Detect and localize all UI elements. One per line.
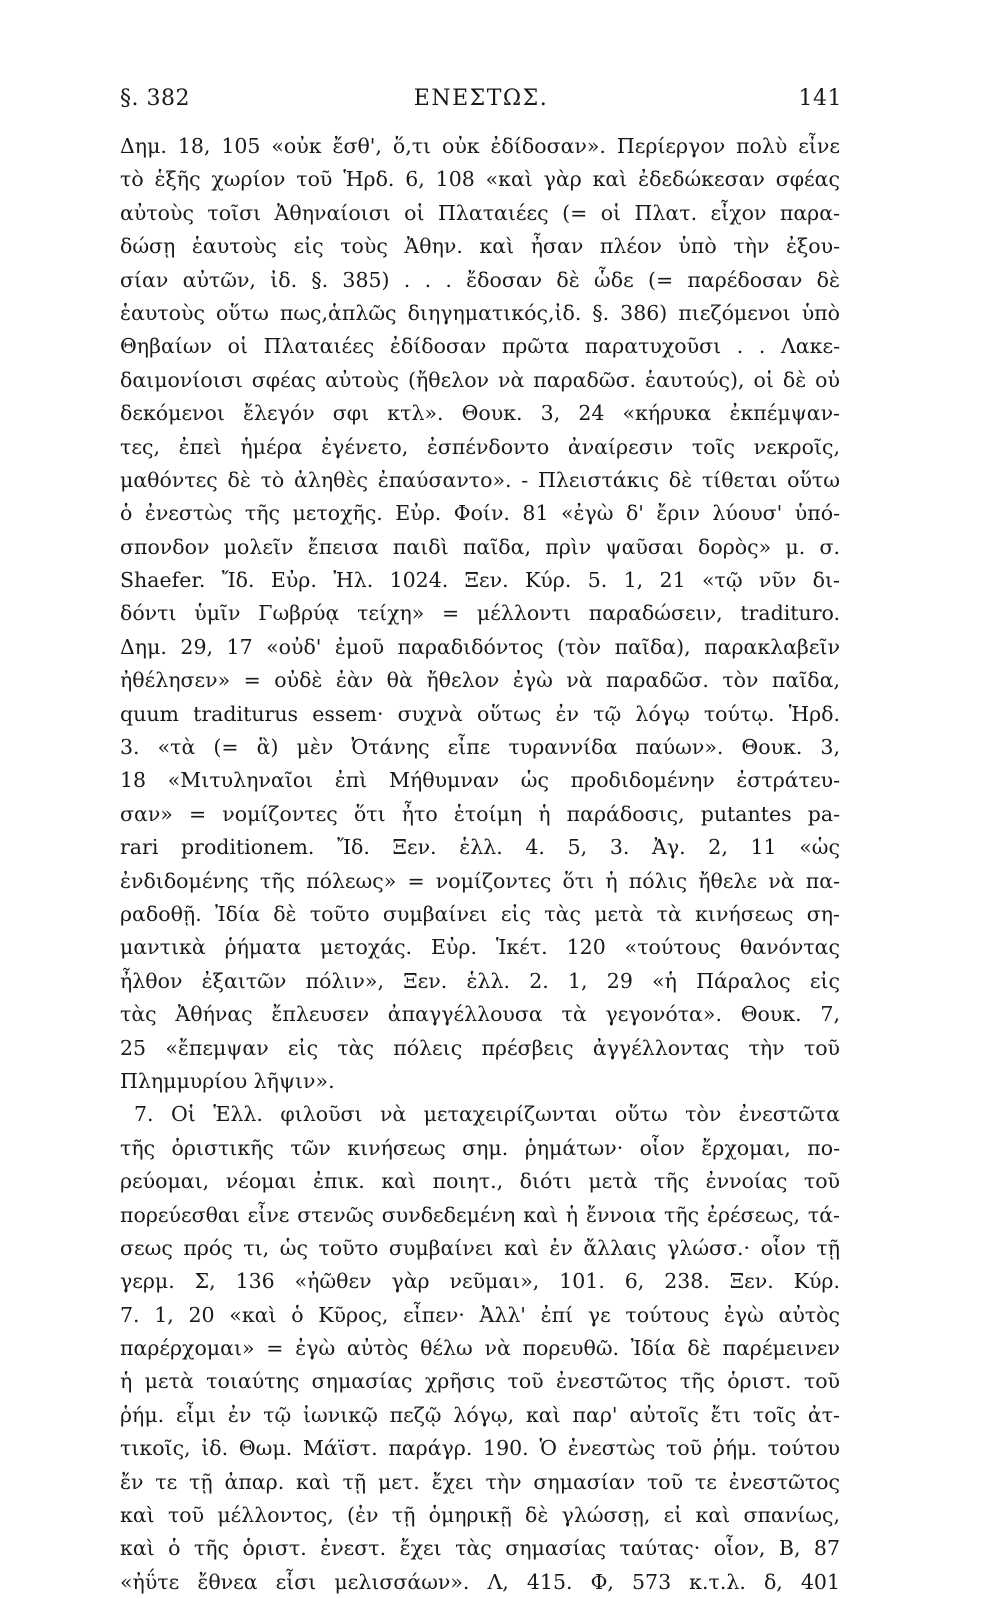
text-line: Θηβαίων οἱ Πλαταιέες ἐδίδοσαν πρῶτα παρατυχοῦσι . . Λακε-: [120, 334, 840, 359]
text-line: δώσῃ ἑαυτοὺς εἰς τοὺς Ἀθην. καὶ ἦσαν πλέον ὑπὸ τὴν ἐξου-: [120, 234, 840, 259]
section-number: §. 382: [120, 86, 190, 111]
text-line: Δημ. 18, 105 «οὐκ ἔσθ', ὅ,τι οὐκ ἐδίδοσαν». Περίεργον πολὺ εἶνε: [120, 134, 840, 158]
running-header: [120, 86, 842, 120]
text-line: δόντι ὑμῖν Γωβρύᾳ τείχη» = μέλλοντι παραδώσειν, tradituro.: [120, 601, 840, 626]
text-line: ἠθέλησεν» = οὐδὲ ἐὰν θὰ ἤθελον ἐγὼ νὰ παραδῶσ. τὸν παῖδα,: [120, 668, 840, 693]
text-line: γερμ. Σ, 136 «ἠῶθεν γὰρ νεῦμαι», 101. 6, 238. Ξεν. Κύρ.: [120, 1269, 840, 1294]
text-line: 3. «τὰ (= ἃ) μὲν Ὀτάνης εἶπε τυραννίδα παύων». Θουκ. 3,: [120, 735, 840, 760]
text-line: παρέρχομαι» = ἐγὼ αὐτὸς θέλω νὰ πορευθῶ. Ἰδία δὲ παρέμεινεν: [120, 1336, 840, 1361]
paragraph-end-line: Πλημμυρίου λῆψιν».: [120, 1068, 335, 1093]
text-line: ἔν τε τῇ ἀπαρ. καὶ τῇ μετ. ἔχει τὴν σημασίαν τοῦ τε ἐνεστῶτος: [120, 1469, 840, 1494]
text-line: τὰς Ἀθήνας ἔπλευσεν ἀπαγγέλλουσα τὰ γεγονότα». Θουκ. 7,: [120, 1002, 840, 1027]
text-line: «ἠΰτε ἔθνεα εἶσι μελισσάων». Λ, 415. Φ, 573 κ.τ.λ. δ, 401: [120, 1569, 840, 1594]
text-line: σπονδον μολεῖν ἔπεισα παιδὶ παῖδα, πρὶν ψαῦσαι δορὸς» μ. σ.: [120, 534, 840, 559]
text-line: σεως πρός τι, ὡς τοῦτο συμβαίνει καὶ ἐν ἄλλαις γλώσσ.· οἷον τῇ: [120, 1235, 840, 1260]
paragraph-start-line: 7. Οἱ Ἑλλ. φιλοῦσι νὰ μεταχειρίζωνται οὕτω τὸν ἐνεστῶτα: [134, 1102, 840, 1127]
text-line: ῥήμ. εἶμι ἐν τῷ ἰωνικῷ πεζῷ λόγῳ, καὶ παρ' αὐτοῖς ἔτι τοῖς ἀτ-: [120, 1402, 840, 1427]
text-line: πορεύεσθαι εἶνε στενῶς συνδεδεμένη καὶ ἡ ἔννοια τῆς ἐρέσεως, τά-: [120, 1202, 840, 1227]
text-line: καὶ ὁ τῆς ὁριστ. ἐνεστ. ἔχει τὰς σημασίας ταύτας· οἷον, Β, 87: [120, 1536, 840, 1561]
page-title: ΕΝΕΣΤΩΣ.: [413, 86, 549, 111]
text-line: rari proditionem. Ἴδ. Ξεν. ἑλλ. 4. 5, 3. Ἀγ. 2, 11 «ὡς: [120, 835, 840, 860]
text-line: σίαν αὐτῶν, ἰδ. §. 385) . . . ἔδοσαν δὲ ὧδε (= παρέδοσαν δὲ: [120, 267, 840, 292]
text-line: ὁ ἐνεστὼς τῆς μετοχῆς. Εὐρ. Φοίν. 81 «ἐγὼ δ' ἔριν λύουσ' ὑπό-: [120, 501, 840, 526]
text-line: ἡ μετὰ τοιαύτης σημασίας χρῆσις τοῦ ἐνεστῶτος τῆς ὁριστ. τοῦ: [120, 1369, 840, 1394]
text-line: σαν» = νομίζοντες ὅτι ἦτο ἑτοίμη ἡ παράδοσις, putantes pa-: [120, 801, 840, 826]
text-line: 25 «ἔπεμψαν εἰς τὰς πόλεις πρέσβεις ἀγγέλλοντας τὴν τοῦ: [120, 1035, 840, 1060]
text-line: τῆς ὁριστικῆς τῶν κινήσεως σημ. ῥημάτων· οἷον ἔρχομαι, πο-: [120, 1135, 840, 1160]
text-line: τες, ἐπεὶ ἡμέρα ἐγένετο, ἐσπένδοντο ἀναίρεσιν τοῖς νεκροῖς,: [120, 434, 840, 459]
text-line: αὐτοὺς τοῖσι Ἀθηναίοισι οἱ Πλαταιέες (= οἱ Πλατ. εἶχον παρα-: [120, 200, 840, 225]
text-line: 7. 1, 20 «καὶ ὁ Κῦρος, εἶπεν· Ἀλλ' ἐπί γε τούτους ἐγὼ αὐτὸς: [120, 1302, 840, 1327]
page-number: 141: [798, 86, 842, 111]
text-line: καὶ τοῦ μέλλοντος, (ἐν τῇ ὁμηρικῇ δὲ γλώσσῃ, εἰ καὶ σπανίως,: [120, 1503, 840, 1528]
text-line: ἐνδιδομένης τῆς πόλεως» = νομίζοντες ὅτι ἡ πόλις ἤθελε νὰ πα-: [120, 868, 840, 893]
text-line: δαιμονίοισι σφέας αὐτοὺς (ἤθελον νὰ παραδῶσ. ἑαυτούς), οἱ δὲ οὐ: [120, 367, 840, 392]
text-line: ρεύομαι, νέομαι ἐπικ. καὶ ποιητ., διότι μετὰ τῆς ἐννοίας τοῦ: [120, 1169, 840, 1194]
text-line: τὸ ἑξῆς χωρίον τοῦ Ἡρδ. 6, 108 «καὶ γὰρ καὶ ἐδεδώκεσαν σφέας: [120, 167, 840, 192]
text-line: δεκόμενοι ἔλεγόν σφι κτλ». Θουκ. 3, 24 «κήρυκα ἐκπέμψαν-: [120, 401, 840, 426]
text-line: μαντικὰ ῥήματα μετοχάς. Εὐρ. Ἱκέτ. 120 «τούτους θανόντας: [120, 935, 840, 960]
text-line: μαθόντες δὲ τὸ ἀληθὲς ἐπαύσαντο». - Πλειστάκις δὲ τίθεται οὕτω: [120, 467, 840, 492]
text-line: τικοῖς, ἰδ. Θωμ. Μάϊστ. παράγρ. 190. Ὁ ἐνεστὼς τοῦ ῥήμ. τούτου: [120, 1436, 840, 1461]
text-line: 18 «Μιτυληναῖοι ἐπὶ Μήθυμναν ὡς προδιδομένην ἐστράτευ-: [120, 768, 840, 793]
text-line: ραδοθῇ. Ἰδία δὲ τοῦτο συμβαίνει εἰς τὰς μετὰ τὰ κινήσεως ση-: [120, 901, 840, 926]
text-line: ἦλθον ἐξαιτῶν πόλιν», Ξεν. ἑλλ. 2. 1, 29 «ἡ Πάραλος εἰς: [120, 968, 840, 993]
text-line: ἑαυτοὺς οὕτω πως,ἁπλῶς διηγηματικός,ἰδ. §. 386) πιεζόμενοι ὑπὸ: [120, 300, 840, 325]
text-line: Δημ. 29, 17 «οὐδ' ἐμοῦ παραδιδόντος (τὸν παῖδα), παρακλαβεῖν: [120, 634, 840, 659]
body-text: [120, 130, 840, 1599]
text-line: quum traditurus essem· συχνὰ οὕτως ἐν τῷ λόγῳ τούτῳ. Ἡρδ.: [120, 701, 840, 726]
text-line: Shaefer. Ἴδ. Εὐρ. Ἠλ. 1024. Ξεν. Κύρ. 5. 1, 21 «τῷ νῦν δι-: [120, 568, 840, 593]
